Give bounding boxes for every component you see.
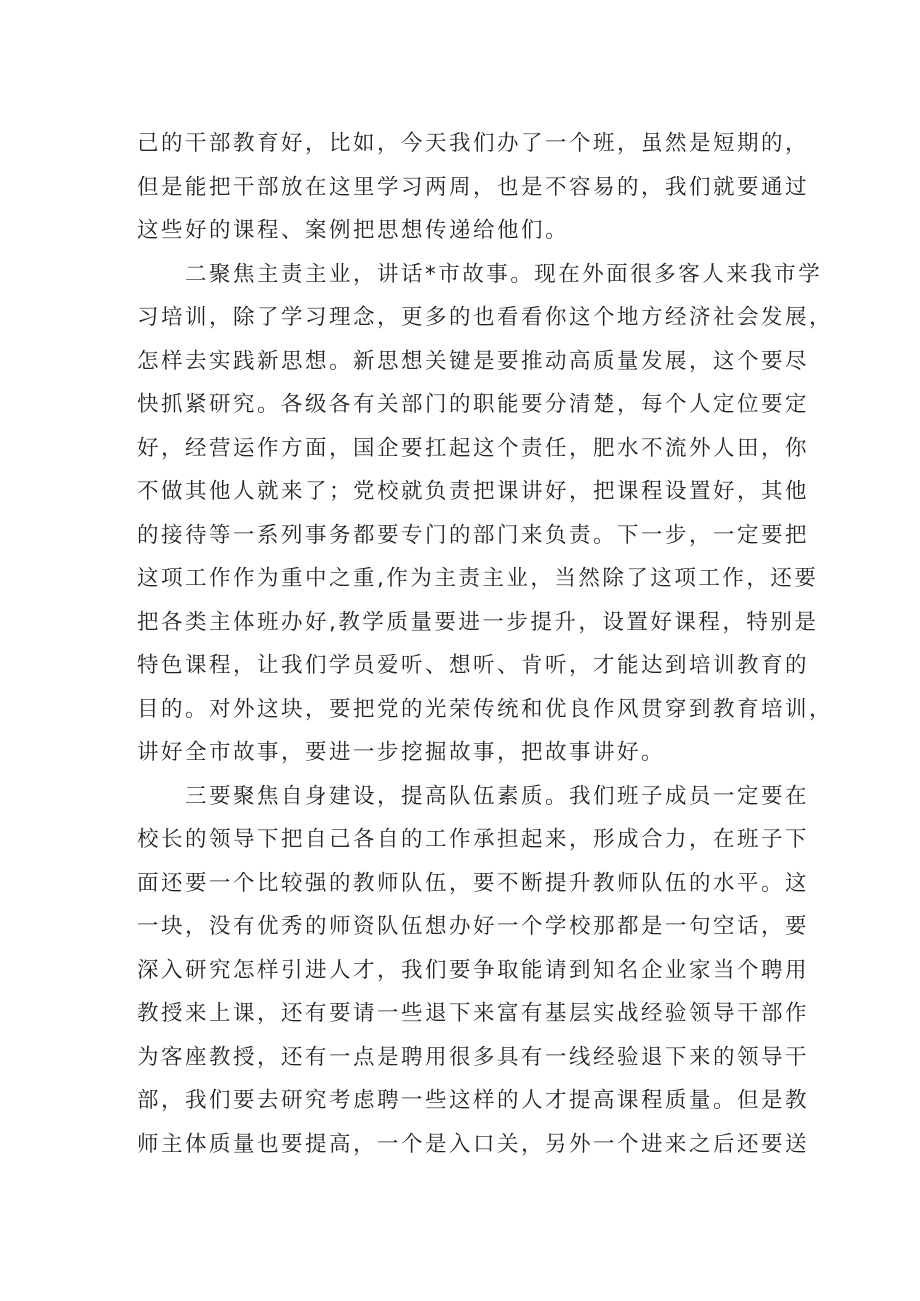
text-line: 校长的领导下把自己各自的工作承担起来，形成合力，在班子下 [137, 827, 810, 852]
text-line: 目的。对外这块，要把党的光荣传统和优良作风贯穿到教育培训， [137, 696, 834, 722]
text-line: 一块，没有优秀的师资队伍想办好一个学校那都是一句空话，要 [137, 914, 810, 939]
text-line: 这些好的课程、案例把思想传递给他们。 [137, 218, 570, 243]
text-line: 但是能把干部放在这里学习两周，也是不容易的，我们就要通过 [137, 174, 810, 200]
paragraph-point-three [137, 775, 810, 1167]
text-line: 教授来上课，还有要请一些退下来富有基层实战经验领导干部作 [137, 1001, 810, 1026]
text-line: 深入研究怎样引进人才，我们要争取能请到知名企业家当个聘用 [137, 957, 810, 983]
text-line: 习培训，除了学习理念，更多的也看看你这个地方经济社会发展， [137, 305, 834, 330]
text-line: 把各类主体班办好,教学质量要进一步提升，设置好课程，特别是 [137, 609, 819, 635]
text-line: 师主体质量也要提高，一个是入口关，另外一个进来之后还要送 [137, 1131, 810, 1157]
text-line: 部，我们要去研究考虑聘一些这样的人才提高课程质量。但是教 [137, 1088, 810, 1113]
text-line: 怎样去实践新思想。新思想关键是要推动高质量发展，这个要尽 [137, 348, 810, 374]
text-line: 己的干部教育好，比如，今天我们办了一个班，虽然是短期的， [137, 131, 810, 156]
text-line: 好，经营运作方面，国企要扛起这个责任，肥水不流外人田，你 [137, 435, 810, 461]
text-line: 二聚焦主责主业，讲话*市故事。现在外面很多客人来我市学 [185, 261, 823, 287]
text-line: 快抓紧研究。各级各有关部门的职能要分清楚，每个人定位要定 [137, 392, 810, 417]
text-line: 不做其他人就来了；党校就负责把课讲好，把课程设置好，其他 [137, 479, 810, 504]
paragraph-continuation [137, 122, 810, 253]
text-line: 讲好全市故事，要进一步挖掘故事，把故事讲好。 [137, 740, 666, 765]
text-line: 面还要一个比较强的教师队伍，要不断提升教师队伍的水平。这 [137, 870, 810, 896]
paragraph-point-two [137, 253, 834, 775]
text-line: 的接待等一系列事务都要专门的部门来负责。下一步，一定要把 [137, 522, 810, 548]
text-line: 三要聚焦自身建设，提高队伍素质。我们班子成员一定要在 [185, 783, 810, 809]
text-line: 这项工作作为重中之重,作为主责主业，当然除了这项工作，还要 [137, 566, 819, 591]
body-text [137, 122, 834, 1166]
text-line: 为客座教授，还有一点是聘用很多具有一线经验退下来的领导干 [137, 1044, 810, 1070]
text-line: 特色课程，让我们学员爱听、想听、肯听，才能达到培训教育的 [137, 653, 810, 678]
